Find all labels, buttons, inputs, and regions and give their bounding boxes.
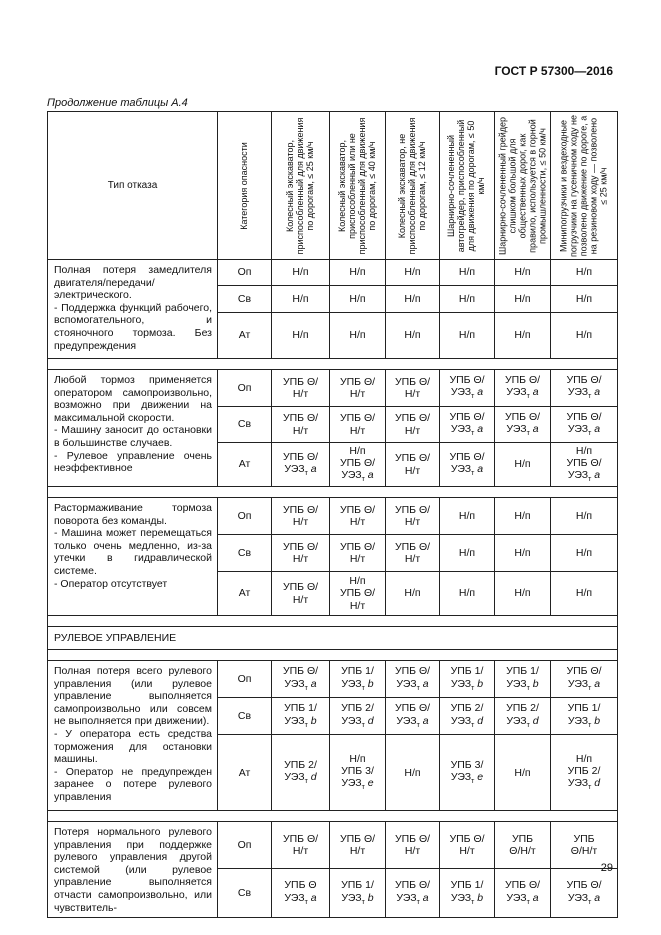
cell-value-line: Н/п bbox=[404, 329, 421, 342]
hazard-category-cell: Св bbox=[218, 868, 272, 917]
requirement-cell bbox=[272, 868, 330, 917]
cell-value-line: УПБ bbox=[573, 832, 595, 845]
requirement-cell bbox=[551, 661, 618, 698]
cell-value-line: Н/п bbox=[349, 292, 366, 305]
cell-value-line: УПБ Θ/ bbox=[566, 456, 602, 469]
cell-value-line: Н/т bbox=[404, 516, 421, 528]
requirement-cell bbox=[386, 498, 440, 535]
cell-value-line: УПБ Θ/ bbox=[504, 374, 541, 387]
cell-value-line: УПБ Θ/ bbox=[394, 879, 431, 892]
cell-value-line: УПБ Θ/ bbox=[394, 375, 431, 388]
cell-value-line: Н/п bbox=[575, 587, 593, 600]
cell-value-line: УПБ Θ/ bbox=[566, 410, 602, 423]
requirement-cell bbox=[551, 698, 618, 735]
cell-value-line: УПБ bbox=[511, 832, 534, 845]
description-paragraph: - Машина может перемещаться только очень медленно, из-за утечки в гидравлической системе. bbox=[54, 527, 212, 577]
column-header-machine bbox=[495, 112, 551, 260]
cell-value-line: Θ/Н/т bbox=[570, 844, 598, 857]
requirement-cell bbox=[330, 735, 386, 811]
cell-value-line: $УЭЗ_т$ a bbox=[284, 462, 317, 478]
requirement-cell bbox=[386, 735, 440, 811]
cell-value-line: УПБ Θ/ bbox=[282, 450, 319, 463]
requirement-cell bbox=[551, 443, 618, 487]
cell-value-line: УПБ Θ/ bbox=[449, 832, 485, 845]
cell-value-line: Н/т bbox=[349, 553, 366, 565]
cell-value-line: $УЭЗ_т$ b bbox=[567, 714, 601, 729]
hazard-category-cell: Оп bbox=[218, 661, 272, 698]
cell-value-line: $УЭЗ_т$ b bbox=[341, 677, 374, 692]
requirement-cell bbox=[495, 407, 551, 443]
requirement-cell bbox=[386, 572, 440, 616]
description-paragraph: Любой тормоз применяется оператором самопроизвольно, возможно при движении на максимальной скорости. bbox=[54, 374, 212, 424]
requirement-cell bbox=[440, 735, 495, 811]
hazard-category-cell: Св bbox=[218, 407, 272, 443]
failure-description bbox=[48, 822, 218, 918]
cell-value-line: УПБ 2/ bbox=[450, 702, 484, 715]
cell-value-line: $УЭЗ_т$ a bbox=[567, 386, 601, 401]
requirement-cell bbox=[330, 443, 386, 487]
table-row bbox=[48, 661, 618, 698]
cell-value-line: Н/т bbox=[404, 844, 421, 857]
cell-value-line: УПБ Θ/ bbox=[339, 832, 376, 845]
requirement-cell bbox=[495, 868, 551, 917]
requirement-cell bbox=[551, 313, 618, 359]
description-paragraph: - У оператора есть средства торможения для остановки машины. bbox=[54, 728, 212, 766]
column-header-machine bbox=[330, 112, 386, 260]
cell-value-line: $УЭЗ_т$ a bbox=[450, 386, 484, 401]
cell-value-line: Н/т bbox=[349, 599, 366, 612]
description-paragraph: Потеря нормального рулевого управления при поддержке рулевого управления другой системой (или рулевое управление выполняется отчасти самопроизвольно, или чувствитель- bbox=[54, 826, 212, 914]
cell-value-line: $УЭЗ_т$ a bbox=[341, 468, 374, 484]
section-row bbox=[48, 627, 618, 650]
cell-value-line: УПБ 2/ bbox=[341, 702, 374, 715]
cell-value-line: УПБ 1/ bbox=[284, 702, 317, 715]
cell-value-line: УПБ Θ/ bbox=[394, 412, 431, 425]
hazard-category-cell: Ат bbox=[218, 735, 272, 811]
cell-value-line: Н/т bbox=[349, 388, 366, 400]
requirement-cell bbox=[386, 260, 440, 286]
requirement-cell bbox=[440, 407, 495, 443]
requirement-cell bbox=[495, 260, 551, 286]
cell-value-line: $УЭЗ_т$ a bbox=[506, 422, 539, 438]
cell-value-line: $УЭЗ_т$ b bbox=[341, 891, 374, 906]
requirement-cell bbox=[272, 313, 330, 359]
requirement-cell bbox=[440, 313, 495, 359]
cell-value-line: УПБ Θ/ bbox=[282, 665, 319, 678]
cell-value-line: $УЭЗ_т$ b bbox=[506, 677, 539, 692]
requirement-cell bbox=[386, 286, 440, 313]
cell-value-line: Н/п bbox=[458, 292, 476, 305]
requirement-cell bbox=[440, 868, 495, 917]
cell-value-line: УПБ Θ/ bbox=[339, 503, 376, 516]
requirement-cell bbox=[495, 313, 551, 359]
cell-value-line: УПБ Θ/ bbox=[339, 540, 376, 553]
requirement-cell bbox=[386, 661, 440, 698]
cell-value-line: Н/п bbox=[458, 266, 476, 279]
cell-value-line: Н/п bbox=[292, 292, 309, 305]
cell-value-line: Н/п bbox=[575, 329, 593, 342]
requirement-cell bbox=[272, 443, 330, 487]
requirement-cell bbox=[272, 407, 330, 443]
cell-value-line: $УЭЗ_т$ a bbox=[506, 386, 539, 401]
column-header-machine bbox=[551, 112, 618, 260]
description-paragraph: - Оператор отсутствует bbox=[54, 577, 168, 590]
group-spacer bbox=[48, 650, 618, 661]
requirement-cell bbox=[330, 572, 386, 616]
description-paragraph: Полная потеря замедлителя двигателя/передачи/электрического. bbox=[54, 264, 212, 302]
requirement-cell bbox=[386, 370, 440, 407]
cell-value-line: $УЭЗ_т$ d bbox=[284, 771, 317, 786]
description-paragraph: Полная потеря всего рулевого управления (или рулевое управление выполняется самопроизвольно или совсем не выполняется при движении). bbox=[54, 665, 212, 728]
group-spacer bbox=[48, 359, 618, 370]
requirement-cell bbox=[440, 535, 495, 572]
rotated-header-text: Минипогрузчики и вездеходные погрузчики на гусеничном ходу не позволено движение по дороге, а на резиновом ходу — позволено ≤ 25 км/ч bbox=[558, 114, 608, 257]
hazard-category-cell: Ат bbox=[218, 313, 272, 359]
cell-value-line: Н/п bbox=[349, 444, 366, 457]
cell-value-line: Н/п bbox=[514, 587, 531, 600]
cell-value-line: Н/п bbox=[404, 292, 421, 305]
cell-value-line: Н/т bbox=[292, 388, 309, 400]
cell-value-line: УПБ 1/ bbox=[341, 879, 374, 892]
hazard-category-cell: Оп bbox=[218, 822, 272, 869]
hazard-category-cell: Св bbox=[218, 286, 272, 313]
cell-value-line: Н/п bbox=[458, 509, 476, 522]
cell-value-line: УПБ Θ/ bbox=[449, 410, 485, 423]
cell-value-line: Н/п bbox=[458, 587, 476, 600]
cell-value-line: $УЭЗ_т$ a bbox=[396, 677, 429, 692]
failure-description bbox=[48, 260, 218, 359]
description-paragraph: - Машину заносит до остановки в большинстве случаев. bbox=[54, 424, 212, 449]
description-paragraph: Растормаживание тормоза поворота без команды. bbox=[54, 502, 212, 527]
requirement-cell bbox=[386, 313, 440, 359]
column-header-machine bbox=[386, 112, 440, 260]
cell-value-line: Н/т bbox=[404, 424, 421, 437]
column-header-failure-type: Тип отказа bbox=[48, 112, 218, 260]
requirement-cell bbox=[272, 498, 330, 535]
hazard-category-cell: Оп bbox=[218, 260, 272, 286]
cell-value-line: УПБ 1/ bbox=[450, 665, 484, 678]
hazard-category-cell: Оп bbox=[218, 498, 272, 535]
cell-value-line: УПБ 2/ bbox=[506, 702, 539, 715]
cell-value-line: УПБ Θ/ bbox=[394, 452, 431, 465]
requirement-cell bbox=[330, 313, 386, 359]
failure-description bbox=[48, 661, 218, 811]
hazard-category-cell: Оп bbox=[218, 370, 272, 407]
cell-value-line: $УЭЗ_т$ a bbox=[567, 468, 601, 484]
group-spacer bbox=[48, 811, 618, 822]
requirement-cell bbox=[551, 407, 618, 443]
cell-value-line: Н/п bbox=[292, 329, 309, 342]
cell-value-line: $УЭЗ_т$ b bbox=[450, 891, 484, 906]
requirement-cell bbox=[551, 286, 618, 313]
document-code: ГОСТ Р 57300—2016 bbox=[494, 64, 613, 78]
cell-value-line: $УЭЗ_т$ a bbox=[396, 891, 429, 906]
hazard-category-cell: Ат bbox=[218, 572, 272, 616]
cell-value-line: Н/т bbox=[349, 516, 366, 528]
requirement-cell bbox=[551, 868, 618, 917]
section-title: РУЛЕВОЕ УПРАВЛЕНИЕ bbox=[48, 627, 618, 650]
hazard-table bbox=[47, 111, 618, 918]
cell-value-line: Н/т bbox=[292, 424, 309, 437]
requirement-cell bbox=[272, 735, 330, 811]
column-header-machine bbox=[440, 112, 495, 260]
cell-value-line: УПБ Θ/ bbox=[394, 665, 431, 678]
cell-value-line: Н/п bbox=[349, 752, 366, 765]
requirement-cell bbox=[272, 370, 330, 407]
requirement-cell bbox=[272, 661, 330, 698]
hazard-category-cell: Св bbox=[218, 535, 272, 572]
cell-value-line: УПБ Θ/ bbox=[504, 879, 541, 892]
cell-value-line: $УЭЗ_т$ a bbox=[396, 714, 429, 729]
requirement-cell bbox=[440, 661, 495, 698]
requirement-cell bbox=[440, 822, 495, 869]
table-row bbox=[48, 498, 618, 535]
cell-value-line: Н/т bbox=[349, 424, 366, 437]
requirement-cell bbox=[551, 370, 618, 407]
cell-value-line: УПБ Θ/ bbox=[282, 540, 319, 553]
cell-value-line: Н/п bbox=[404, 587, 421, 600]
requirement-cell bbox=[386, 698, 440, 735]
requirement-cell bbox=[272, 698, 330, 735]
requirement-cell bbox=[440, 260, 495, 286]
cell-value-line: Н/т bbox=[292, 553, 309, 565]
requirement-cell bbox=[386, 822, 440, 869]
cell-value-line: $УЭЗ_т$ a bbox=[567, 677, 601, 692]
table-row bbox=[48, 260, 618, 286]
cell-value-line: Н/п bbox=[349, 266, 366, 279]
cell-value-line: УПБ 1/ bbox=[450, 879, 484, 892]
table-caption: Продолжение таблицы А.4 bbox=[47, 97, 188, 109]
cell-value-line: $УЭЗ_т$ b bbox=[284, 714, 317, 729]
column-header-machine bbox=[272, 112, 330, 260]
cell-value-line: $УЭЗ_т$ a bbox=[567, 422, 601, 438]
requirement-cell bbox=[495, 443, 551, 487]
cell-value-line: УПБ Θ bbox=[284, 879, 317, 892]
cell-value-line: Н/п bbox=[404, 266, 421, 279]
cell-value-line: $УЭЗ_т$ a bbox=[506, 891, 539, 906]
requirement-cell bbox=[551, 735, 618, 811]
requirement-cell bbox=[440, 443, 495, 487]
failure-description bbox=[48, 498, 218, 616]
requirement-cell bbox=[330, 260, 386, 286]
requirement-cell bbox=[272, 822, 330, 869]
requirement-cell bbox=[495, 535, 551, 572]
cell-value-line: Θ/Н/т bbox=[509, 844, 536, 857]
requirement-cell bbox=[440, 498, 495, 535]
cell-value-line: УПБ Θ/ bbox=[282, 581, 319, 594]
cell-value-line: Н/т bbox=[292, 593, 309, 606]
requirement-cell bbox=[386, 868, 440, 917]
requirement-cell bbox=[386, 407, 440, 443]
cell-value-line: УПБ Θ/ bbox=[282, 503, 319, 516]
cell-value-line: УПБ Θ/ bbox=[449, 374, 485, 387]
requirement-cell bbox=[330, 661, 386, 698]
cell-value-line: УПБ 2/ bbox=[567, 764, 601, 777]
requirement-cell bbox=[440, 572, 495, 616]
cell-value-line: Н/п bbox=[514, 266, 531, 279]
cell-value-line: Н/п bbox=[458, 546, 476, 559]
cell-value-line: УПБ Θ/ bbox=[394, 832, 431, 845]
requirement-cell bbox=[551, 260, 618, 286]
description-paragraph: - Рулевое управление очень неэффективное bbox=[54, 449, 212, 475]
requirement-cell bbox=[330, 286, 386, 313]
cell-value-line: УПБ Θ/ bbox=[339, 375, 376, 388]
rotated-header-text: Колесный экскаватор, приспособленный для движения по дорогам, ≤ 25 км/ч bbox=[284, 117, 315, 254]
hazard-category-cell: Ат bbox=[218, 443, 272, 487]
cell-value-line: УПБ Θ/ bbox=[504, 410, 541, 423]
cell-value-line: Н/п bbox=[349, 329, 366, 342]
cell-value-line: Н/п bbox=[575, 509, 593, 522]
cell-value-line: Н/т bbox=[459, 844, 475, 857]
rotated-header-text: Колесный экскаватор, приспособленный или не приспособленный для движения по дорогам, ≤ 40 км/ч bbox=[336, 117, 377, 254]
cell-value-line: УПБ Θ/ bbox=[282, 832, 319, 845]
requirement-cell bbox=[551, 572, 618, 616]
cell-value-line: $УЭЗ_т$ a bbox=[450, 422, 484, 438]
table-row bbox=[48, 822, 618, 869]
cell-value-line: $УЭЗ_т$ d bbox=[506, 714, 539, 729]
cell-value-line: УПБ Θ/ bbox=[394, 540, 431, 553]
cell-value-line: УПБ Θ/ bbox=[566, 374, 602, 387]
failure-description bbox=[48, 370, 218, 487]
cell-value-line: УПБ 1/ bbox=[506, 665, 539, 678]
cell-value-line: $УЭЗ_т$ d bbox=[567, 777, 601, 792]
cell-value-line: УПБ 3/ bbox=[341, 764, 374, 777]
cell-value-line: Н/т bbox=[292, 844, 309, 857]
cell-value-line: Н/п bbox=[404, 766, 421, 779]
cell-value-line: Н/п bbox=[514, 509, 531, 522]
column-header-hazard-category bbox=[218, 112, 272, 260]
requirement-cell bbox=[495, 698, 551, 735]
requirement-cell bbox=[495, 286, 551, 313]
cell-value-line: УПБ Θ/ bbox=[449, 450, 485, 463]
cell-value-line: УПБ Θ/ bbox=[394, 503, 431, 516]
cell-value-line: Н/п bbox=[349, 575, 366, 588]
cell-value-line: УПБ Θ/ bbox=[282, 375, 319, 388]
requirement-cell bbox=[272, 260, 330, 286]
requirement-cell bbox=[495, 822, 551, 869]
cell-value-line: УПБ Θ/ bbox=[282, 412, 319, 425]
requirement-cell bbox=[330, 407, 386, 443]
cell-value-line: Н/т bbox=[404, 553, 421, 565]
cell-value-line: Н/п bbox=[514, 546, 531, 559]
cell-value-line: $УЭЗ_т$ e bbox=[341, 777, 374, 792]
cell-value-line: УПБ Θ/ bbox=[339, 587, 376, 600]
cell-value-line: Н/т bbox=[404, 464, 421, 477]
requirement-cell bbox=[330, 698, 386, 735]
rotated-header-text: Колесный экскаватор, не приспособленный для движения по дорогам, ≤ 12 км/ч bbox=[396, 117, 427, 254]
cell-value-line: $УЭЗ_т$ d bbox=[341, 714, 374, 729]
cell-value-line: $УЭЗ_т$ a bbox=[284, 891, 317, 906]
group-spacer bbox=[48, 487, 618, 498]
requirement-cell bbox=[330, 535, 386, 572]
cell-value-line: Н/п bbox=[514, 458, 531, 471]
cell-value-line: $УЭЗ_т$ a bbox=[284, 677, 317, 692]
cell-value-line: Н/п bbox=[514, 292, 531, 305]
requirement-cell bbox=[551, 498, 618, 535]
cell-value-line: Н/т bbox=[404, 388, 421, 400]
rotated-header-text: Категория опасности bbox=[238, 141, 249, 230]
cell-value-line: $УЭЗ_т$ b bbox=[450, 677, 484, 692]
requirement-cell bbox=[386, 535, 440, 572]
requirement-cell bbox=[440, 286, 495, 313]
description-paragraph: - Поддержка функций рабочего, вспомогательного, и стояночного тормоза. Без предупреждения bbox=[54, 301, 212, 352]
cell-value-line: УПБ Θ/ bbox=[566, 665, 602, 678]
cell-value-line: УПБ 1/ bbox=[341, 665, 374, 678]
requirement-cell bbox=[386, 443, 440, 487]
requirement-cell bbox=[440, 698, 495, 735]
cell-value-line: УПБ Θ/ bbox=[339, 456, 376, 469]
page-number: 29 bbox=[600, 862, 613, 874]
cell-value-line: Н/п bbox=[514, 329, 531, 342]
cell-value-line: $УЭЗ_т$ e bbox=[450, 771, 484, 786]
requirement-cell bbox=[551, 535, 618, 572]
cell-value-line: Н/п bbox=[575, 752, 593, 765]
requirement-cell bbox=[330, 370, 386, 407]
cell-value-line: $УЭЗ_т$ d bbox=[450, 714, 484, 729]
requirement-cell bbox=[495, 370, 551, 407]
rotated-header-text: Шарнирно-сочлененный автогрейдер, приспособленный для движения по дорогам, ≤ 50 км/ч bbox=[446, 119, 486, 252]
cell-value-line: УПБ 2/ bbox=[284, 758, 317, 771]
requirement-cell bbox=[272, 286, 330, 313]
cell-value-line: Н/п bbox=[575, 292, 593, 305]
description-paragraph: - Оператор не предупрежден заранее о потере рулевого управления bbox=[54, 765, 212, 803]
cell-value-line: $УЭЗ_т$ a bbox=[567, 891, 601, 906]
cell-value-line: УПБ Θ/ bbox=[394, 702, 431, 715]
group-spacer bbox=[48, 616, 618, 627]
cell-value-line: УПБ 1/ bbox=[567, 702, 601, 715]
rotated-header-text: Шарнирно-сочлененный грейдер слишком большой для общественных дорог, как правило, используется в горной промышленности, ≤ 50 км/ч bbox=[496, 116, 547, 255]
cell-value-line: Н/п bbox=[292, 266, 309, 279]
cell-value-line: УПБ Θ/ bbox=[566, 879, 602, 892]
cell-value-line: Н/п bbox=[575, 546, 593, 559]
cell-value-line: УПБ 3/ bbox=[450, 758, 484, 771]
requirement-cell bbox=[272, 572, 330, 616]
requirement-cell bbox=[330, 868, 386, 917]
cell-value-line: Н/т bbox=[292, 516, 309, 528]
cell-value-line: $УЭЗ_т$ a bbox=[450, 462, 484, 478]
hazard-category-cell: Св bbox=[218, 698, 272, 735]
requirement-cell bbox=[272, 535, 330, 572]
cell-value-line: Н/п bbox=[575, 444, 593, 457]
requirement-cell bbox=[495, 661, 551, 698]
cell-value-line: Н/п bbox=[514, 766, 531, 779]
requirement-cell bbox=[330, 822, 386, 869]
requirement-cell bbox=[440, 370, 495, 407]
requirement-cell bbox=[330, 498, 386, 535]
table-row bbox=[48, 370, 618, 407]
requirement-cell bbox=[495, 498, 551, 535]
cell-value-line: Н/т bbox=[349, 844, 366, 857]
requirement-cell bbox=[495, 735, 551, 811]
cell-value-line: УПБ Θ/ bbox=[339, 412, 376, 425]
cell-value-line: Н/п bbox=[575, 266, 593, 279]
cell-value-line: Н/п bbox=[458, 329, 476, 342]
requirement-cell bbox=[495, 572, 551, 616]
